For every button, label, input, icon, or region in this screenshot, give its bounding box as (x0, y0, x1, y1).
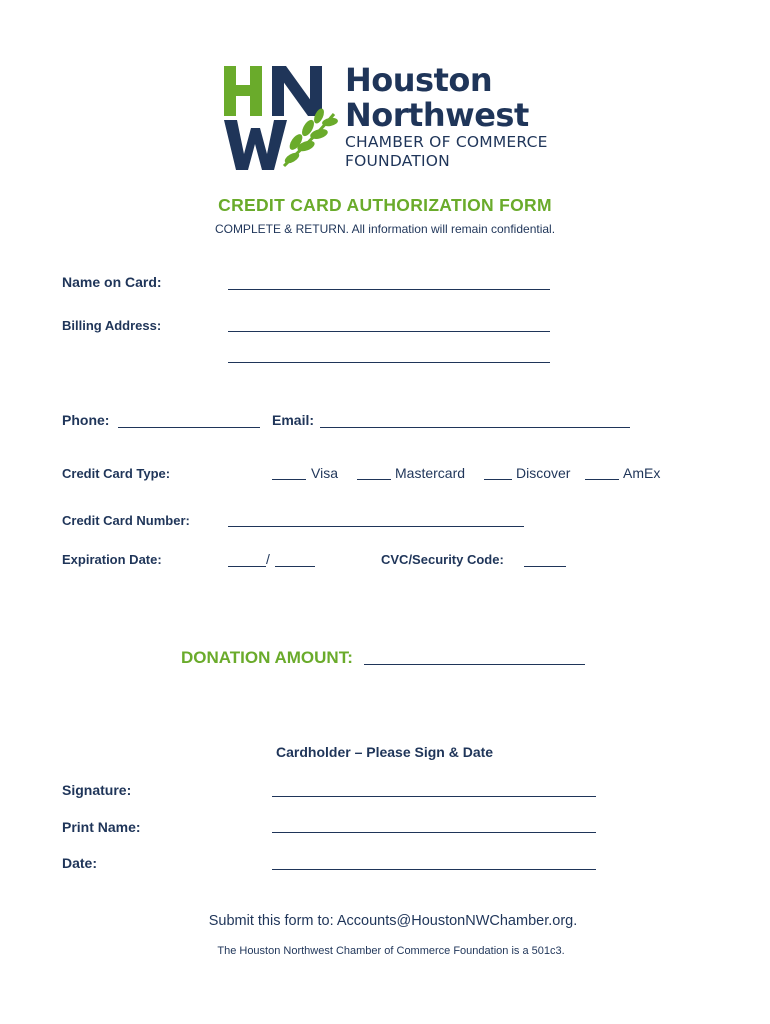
logo-foundation: FOUNDATION (345, 152, 450, 170)
expiration-label: Expiration Date: (62, 552, 162, 567)
name-on-card-field[interactable] (228, 289, 550, 290)
signature-field[interactable] (272, 796, 596, 797)
card-number-label: Credit Card Number: (62, 513, 190, 528)
billing-address-label: Billing Address: (62, 318, 162, 333)
mastercard-option-label: Mastercard (395, 465, 466, 481)
sign-heading: Cardholder – Please Sign & Date (276, 744, 494, 760)
card-type-label: Credit Card Type: (62, 466, 171, 481)
discover-option-label: Discover (516, 465, 571, 481)
email-field[interactable] (320, 427, 630, 428)
print-name-label: Print Name: (62, 819, 141, 835)
visa-checkbox[interactable] (272, 479, 306, 480)
form-title: CREDIT CARD AUTHORIZATION FORM (218, 195, 552, 215)
foundation-note: The Houston Northwest Chamber of Commerce Foundation is a 501c3. (217, 945, 565, 957)
visa-option-label: Visa (311, 465, 338, 481)
amex-checkbox[interactable] (585, 479, 619, 480)
logo-mark (222, 62, 338, 172)
expiration-separator: / (266, 551, 270, 567)
date-label: Date: (62, 855, 98, 871)
mastercard-checkbox[interactable] (357, 479, 391, 480)
cvc-label: CVC/Security Code: (381, 552, 504, 567)
card-number-field[interactable] (228, 526, 524, 527)
expiration-year-field[interactable] (275, 566, 315, 567)
billing-address-field-2[interactable] (228, 362, 550, 363)
logo-hnw-icon (222, 62, 338, 172)
form-subtitle: COMPLETE & RETURN. All information will remain confidential. (214, 222, 556, 236)
signature-label: Signature: (62, 782, 132, 798)
donation-amount-label: DONATION AMOUNT: (181, 648, 353, 667)
logo-northwest: Northwest (345, 96, 529, 134)
expiration-month-field[interactable] (228, 566, 266, 567)
logo-chamber: CHAMBER OF COMMERCE (345, 133, 548, 151)
donation-amount-field[interactable] (364, 664, 585, 665)
billing-address-field-1[interactable] (228, 331, 550, 332)
email-label: Email: (272, 412, 315, 428)
cvc-field[interactable] (524, 566, 566, 567)
amex-option-label: AmEx (623, 465, 661, 481)
date-field[interactable] (272, 869, 596, 870)
logo-houston: Houston (345, 61, 493, 99)
phone-field[interactable] (118, 427, 260, 428)
print-name-field[interactable] (272, 832, 596, 833)
name-on-card-label: Name on Card: (62, 274, 162, 290)
phone-label: Phone: (62, 412, 110, 428)
discover-checkbox[interactable] (484, 479, 512, 480)
submit-instructions: Submit this form to: Accounts@HoustonNWChamber.org. (208, 913, 578, 929)
